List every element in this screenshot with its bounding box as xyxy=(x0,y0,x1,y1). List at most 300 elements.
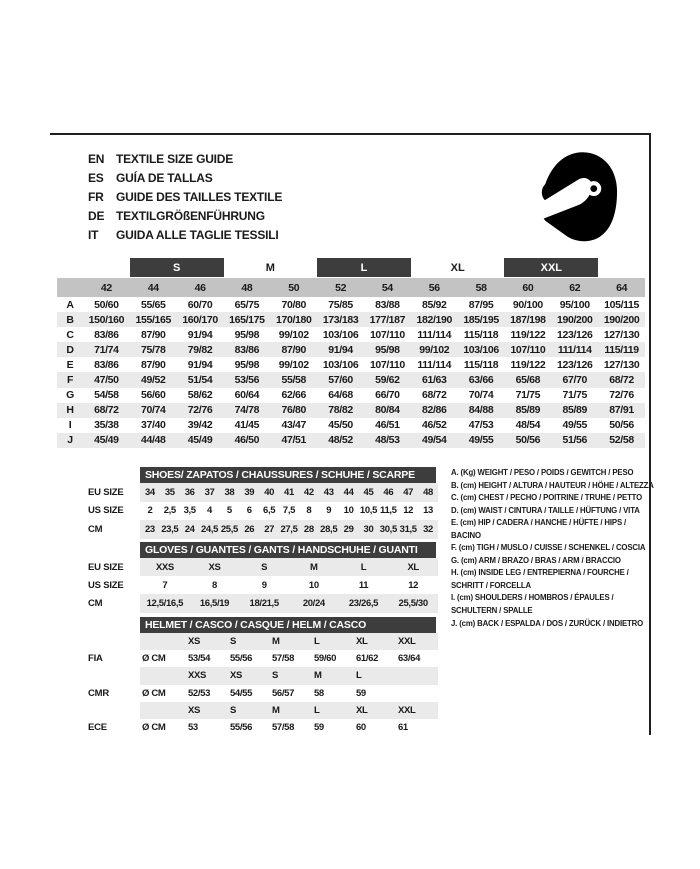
language-row xyxy=(88,187,282,206)
measure-cell: 53/56 xyxy=(234,374,260,387)
measure-cell: 55/58 xyxy=(281,374,306,387)
measure-cell: 127/130 xyxy=(603,328,640,341)
measure-cell: 46/50 xyxy=(234,434,260,447)
measure-row xyxy=(57,403,645,418)
measure-cell: 99/102 xyxy=(419,343,450,356)
measure-cell: 107/110 xyxy=(369,358,405,371)
size-column-header: 50 xyxy=(288,281,300,294)
measure-cell: 103/106 xyxy=(322,328,359,341)
value-cell: XL xyxy=(407,561,419,573)
value-cell: 25,5/30 xyxy=(398,597,428,609)
measure-cell: 119/122 xyxy=(510,358,546,371)
measure-cell: 70/74 xyxy=(468,389,494,402)
value-cell: 8 xyxy=(212,579,217,591)
guide-title: GUIDA ALLE TAGLIE TESSILI xyxy=(116,227,279,242)
measure-cell: 60/70 xyxy=(187,298,213,311)
measure-cell: 155/165 xyxy=(135,313,171,326)
legend-entry: B. (cm) HEIGHT / ALTURA / HAUTEUR / HÖHE / ALTEZZA xyxy=(451,480,654,490)
row-label xyxy=(88,702,140,719)
value-cell: 27 xyxy=(264,523,275,535)
measure-cell: 46/52 xyxy=(421,419,447,432)
measure-cell: 84/88 xyxy=(468,404,494,417)
legend-entry: A. (Kg) WEIGHT / PESO / POIDS / GEWITCH / PESO xyxy=(451,468,634,477)
measure-cell: 80/84 xyxy=(375,404,400,417)
value-cell: 3,5 xyxy=(183,505,196,517)
helmet-icon xyxy=(536,150,618,249)
language-code: IT xyxy=(88,227,99,242)
value-cell: 44 xyxy=(343,486,354,498)
language-title-block xyxy=(88,149,282,244)
value-cell: 52/53 xyxy=(188,687,211,699)
row-values xyxy=(140,576,438,594)
measure-cell: 85/92 xyxy=(421,298,447,311)
measure-letter: C xyxy=(66,328,74,341)
value-cell: S xyxy=(261,561,268,573)
value-cell: 60 xyxy=(356,722,366,734)
guide-title: GUIDE DES TAILLES TEXTILE xyxy=(116,189,283,204)
measure-cell: 54/58 xyxy=(94,389,119,402)
value-cell: 7,5 xyxy=(282,505,296,517)
measure-cell: 51/54 xyxy=(187,374,213,387)
measure-cell: 71/75 xyxy=(562,389,587,402)
value-cell: 59 xyxy=(356,687,366,699)
value-cell: 23/26,5 xyxy=(348,597,379,609)
size-label-cell: L xyxy=(314,636,320,648)
row-label: US SIZE xyxy=(88,505,124,517)
measure-cell: 50/56 xyxy=(515,434,541,447)
measure-cell: 65/75 xyxy=(234,298,260,311)
size-column-header: 54 xyxy=(381,281,393,294)
measure-cell: 87/90 xyxy=(140,328,166,341)
value-cell: 42 xyxy=(303,486,314,498)
table-title: HELMET / CASCO / CASQUE / HELM / CASCO xyxy=(140,617,436,633)
row-values xyxy=(140,685,438,702)
measure-letter: D xyxy=(66,343,74,356)
measure-cell: 103/106 xyxy=(322,358,359,371)
size-column-header: 64 xyxy=(616,281,628,294)
helmet-size-row xyxy=(88,702,438,719)
measure-cell: 115/119 xyxy=(604,343,639,356)
value-cell: 37 xyxy=(204,486,215,498)
measure-cell: 55/65 xyxy=(140,298,166,311)
size-label-cell: XXL xyxy=(398,636,416,648)
spacer-cell xyxy=(140,633,186,650)
size-column-header: 44 xyxy=(147,281,159,294)
value-cell: 6,5 xyxy=(263,505,276,517)
measure-cell: 47/51 xyxy=(281,434,306,447)
measure-row xyxy=(57,418,645,433)
corner-cell xyxy=(57,278,83,297)
value-cell: 63/64 xyxy=(398,653,421,665)
measure-cell: 91/94 xyxy=(328,343,353,356)
size-label-cell: L xyxy=(314,704,320,716)
measure-cell: 87/90 xyxy=(140,358,166,371)
value-cell: 12 xyxy=(408,579,419,591)
measure-cell: 95/100 xyxy=(559,298,590,311)
measure-cell: 45/49 xyxy=(187,434,213,447)
table-title: GLOVES / GUANTES / GANTS / HANDSCHUHE / GUANTI xyxy=(140,542,436,558)
measure-cell: 49/55 xyxy=(468,434,494,447)
value-cell: 53 xyxy=(188,722,198,734)
measure-cell: 68/72 xyxy=(609,374,634,387)
size-group-row xyxy=(57,257,645,278)
measure-cell: 83/86 xyxy=(94,328,119,341)
measure-cell: 87/95 xyxy=(468,298,494,311)
measure-cell: 44/48 xyxy=(140,434,166,447)
measure-letter: F xyxy=(66,374,74,387)
legend-entry: H. (cm) INSIDE LEG / ENTREPIERNA / FOURCHE / SCHRITT / FORCELLA xyxy=(451,568,629,590)
size-label-cell: S xyxy=(230,636,236,648)
legend-entry: G. (cm) ARM / BRAZO / BRAS / ARM / BRACCIO xyxy=(451,555,621,565)
value-cell: 58 xyxy=(314,687,324,699)
size-column-header: 58 xyxy=(475,281,487,294)
measure-cell: 51/56 xyxy=(562,434,587,447)
measure-cell: 165/175 xyxy=(229,313,265,326)
measure-letter: H xyxy=(66,404,74,417)
value-cell: 35 xyxy=(164,486,175,498)
value-cell: 41 xyxy=(284,486,294,498)
measure-letter: I xyxy=(68,419,72,432)
measure-letter: J xyxy=(67,434,73,447)
size-label-cell: XL xyxy=(356,704,368,716)
measure-cell: 35/38 xyxy=(94,419,119,432)
measure-cell: 45/49 xyxy=(94,434,119,447)
legend-entry: I. (cm) SHOULDERS / HOMBROS / ÉPAULES / SCHULTERN / SPALLE xyxy=(451,593,614,616)
value-cell: 48 xyxy=(423,486,433,498)
measure-cell: 91/94 xyxy=(187,358,213,371)
measure-letter: A xyxy=(66,298,74,311)
value-cell: 10 xyxy=(343,505,354,517)
language-row xyxy=(88,168,282,187)
measure-cell: 50/60 xyxy=(94,298,119,311)
value-cell: 54/55 xyxy=(230,687,253,699)
value-cell: 27,5 xyxy=(280,523,298,535)
value-cell: 28,5 xyxy=(320,523,338,535)
measure-cell: 63/66 xyxy=(468,374,494,387)
measure-letter: G xyxy=(66,389,74,402)
diameter-prefix: Ø CM xyxy=(142,687,166,699)
measure-cell: 190/200 xyxy=(556,313,593,326)
value-cell xyxy=(396,685,438,702)
value-cell: 11,5 xyxy=(380,505,397,517)
measure-cell: 111/114 xyxy=(417,328,452,341)
spacer-cell xyxy=(140,667,186,684)
measure-cell: 111/114 xyxy=(417,358,452,371)
value-cell: 6 xyxy=(246,505,252,517)
value-cell: XS xyxy=(208,561,221,573)
value-cell: 59 xyxy=(314,722,324,734)
measure-cell: 182/190 xyxy=(416,313,452,326)
value-cell: 39 xyxy=(244,486,255,498)
row-values xyxy=(140,719,438,736)
measure-cell: 91/94 xyxy=(187,328,213,341)
row-label: EU SIZE xyxy=(88,561,124,573)
value-cell: 20/24 xyxy=(302,597,325,609)
measure-cell: 177/187 xyxy=(369,313,406,326)
measure-cell: 115/118 xyxy=(463,328,499,341)
diameter-prefix: Ø CM xyxy=(142,722,166,734)
value-cell: 34 xyxy=(144,486,155,498)
measure-cell: 49/55 xyxy=(562,419,587,432)
value-cell: XXS xyxy=(155,561,174,573)
measure-cell: 74/78 xyxy=(234,404,260,417)
measure-cell: 64/68 xyxy=(328,389,353,402)
value-cell: 30 xyxy=(363,523,374,535)
value-cell: 55/56 xyxy=(230,722,253,734)
measure-cell: 123/126 xyxy=(556,328,593,341)
value-cell: 53/54 xyxy=(188,653,211,665)
value-cell: M xyxy=(310,561,318,573)
language-code: FR xyxy=(88,189,104,204)
guide-title: TEXTILGRÖßENFÜHRUNG xyxy=(116,208,265,223)
value-cell: 45 xyxy=(363,486,374,498)
value-cell: 59/60 xyxy=(314,653,337,665)
measure-cell: 70/80 xyxy=(281,298,306,311)
size-group-label: L xyxy=(317,258,411,277)
language-row xyxy=(88,206,282,225)
measure-cell: 47/50 xyxy=(94,374,119,387)
size-group-label: M xyxy=(265,261,275,274)
row-label: CM xyxy=(88,597,103,609)
value-cell: 18/21,5 xyxy=(249,597,279,609)
value-cell: 25,5 xyxy=(220,523,238,535)
measure-cell: 127/130 xyxy=(603,358,640,371)
size-group-label: XXL xyxy=(504,258,598,277)
measure-cell: 56/60 xyxy=(140,389,166,402)
size-label-cell: XS xyxy=(188,704,200,716)
value-cell: 55/56 xyxy=(230,653,253,665)
measure-cell: 68/72 xyxy=(421,389,447,402)
standard-label: ECE xyxy=(88,722,107,734)
value-cell: 23 xyxy=(144,523,155,535)
spacer-cell xyxy=(140,702,186,719)
table-row xyxy=(88,502,438,521)
size-label-cell: M xyxy=(272,636,280,648)
standard-label: CMR xyxy=(88,687,110,699)
measure-row xyxy=(57,433,645,448)
measure-cell: 79/82 xyxy=(187,343,213,356)
measure-cell: 52/58 xyxy=(609,434,634,447)
row-label: US SIZE xyxy=(88,579,124,591)
value-cell: 11 xyxy=(358,579,369,591)
measure-cell: 82/86 xyxy=(421,404,447,417)
size-label-cell: XS xyxy=(188,636,200,648)
measure-cell: 160/170 xyxy=(182,313,218,326)
size-group-label: S xyxy=(130,258,224,277)
size-column-header: 56 xyxy=(428,281,440,294)
row-values xyxy=(140,558,438,576)
table-row xyxy=(88,520,438,539)
value-cell: 8 xyxy=(306,505,312,517)
size-column-header: 42 xyxy=(100,281,112,294)
measure-cell: 48/52 xyxy=(328,434,353,447)
legend-entry: F. (cm) TIGH / MUSLO / CUISSE / SCHENKEL / COSCIA xyxy=(451,543,646,553)
value-cell: 30,5 xyxy=(379,523,397,535)
measure-cell: 85/89 xyxy=(562,404,587,417)
legend-entry: C. (cm) CHEST / PECHO / POITRINE / TRUHE / PETTO xyxy=(451,493,643,503)
measure-cell: 187/198 xyxy=(510,313,546,326)
measure-cell: 83/88 xyxy=(375,298,400,311)
measure-cell: 71/75 xyxy=(515,389,541,402)
measure-row xyxy=(57,357,645,372)
measure-row xyxy=(57,388,645,403)
measure-cell: 62/66 xyxy=(281,389,306,402)
row-values xyxy=(140,483,438,502)
value-cell: L xyxy=(360,561,367,573)
size-label-cell: M xyxy=(314,670,322,682)
row-values xyxy=(140,650,438,667)
measure-cell: 58/62 xyxy=(187,389,213,402)
value-cell: 9 xyxy=(326,505,332,517)
value-cell: 43 xyxy=(323,486,334,498)
measure-cell: 76/80 xyxy=(281,404,306,417)
language-row xyxy=(88,225,282,244)
row-label xyxy=(88,667,140,684)
table-row xyxy=(88,483,438,502)
size-label-cell: L xyxy=(356,670,362,682)
measure-cell: 87/90 xyxy=(281,343,306,356)
measure-cell: 57/60 xyxy=(328,374,353,387)
value-cell: 2,5 xyxy=(163,505,176,517)
value-cell: 12 xyxy=(403,505,414,517)
helmet-size-row xyxy=(88,667,438,684)
main-size-table xyxy=(57,257,645,448)
helmet-value-row xyxy=(88,650,438,667)
size-label-cell xyxy=(396,667,438,684)
value-cell: 12,5/16,5 xyxy=(146,597,184,609)
legend-entry: D. (cm) WAIST / CINTURA / TAILLE / HÜFTUNG / VITA xyxy=(451,505,640,515)
measure-cell: 99/102 xyxy=(278,328,309,341)
value-cell: 24 xyxy=(184,523,195,535)
guide-title: TEXTILE SIZE GUIDE xyxy=(116,151,234,166)
value-cell: 9 xyxy=(261,579,267,591)
measure-cell: 105/115 xyxy=(604,298,640,311)
size-column-header: 46 xyxy=(194,281,206,294)
gloves-size-table xyxy=(88,542,438,613)
measure-letter: B xyxy=(66,313,74,326)
table-row xyxy=(88,576,438,594)
measure-cell: 46/51 xyxy=(375,419,400,432)
measure-cell: 115/118 xyxy=(463,358,499,371)
shoes-size-table xyxy=(88,467,438,539)
value-cell: 24,5 xyxy=(200,523,219,535)
measure-cell: 95/98 xyxy=(234,328,260,341)
size-column-header: 60 xyxy=(522,281,534,294)
size-label-cell: XS xyxy=(230,670,242,682)
table-row xyxy=(88,594,438,612)
value-cell: 5 xyxy=(226,505,232,517)
measure-cell: 39/42 xyxy=(187,419,213,432)
measure-cell: 111/114 xyxy=(557,343,592,356)
measure-cell: 67/70 xyxy=(562,374,587,387)
measure-row xyxy=(57,297,645,312)
size-label-cell: S xyxy=(230,704,236,716)
measure-cell: 103/106 xyxy=(463,343,499,356)
measurement-legend xyxy=(451,467,656,630)
measure-cell: 83/86 xyxy=(234,343,260,356)
table-title: SHOES/ ZAPATOS / CHAUSSURES / SCHUHE / SCARPE xyxy=(140,467,436,483)
value-cell: 57/58 xyxy=(272,722,295,734)
row-values xyxy=(140,633,438,650)
measure-cell: 65/68 xyxy=(515,374,541,387)
measure-cell: 72/76 xyxy=(609,389,634,402)
helmet-value-row xyxy=(88,685,438,702)
measure-cell: 170/180 xyxy=(275,313,312,326)
helmet-value-row xyxy=(88,719,438,736)
spacer xyxy=(57,257,130,278)
size-label-cell: S xyxy=(272,670,278,682)
measure-row xyxy=(57,312,645,327)
table-row xyxy=(88,558,438,576)
measure-cell: 85/89 xyxy=(515,404,541,417)
legend-entry: J. (cm) BACK / ESPALDA / DOS / ZURÜCK / INDIETRO xyxy=(451,618,644,628)
legend-entry: E. (cm) HIP / CADERA / HANCHE / HÜFTE / HIPS / BACINO xyxy=(451,518,627,540)
measure-cell: 66/70 xyxy=(375,389,400,402)
measure-cell: 71/74 xyxy=(94,343,119,356)
measure-cell: 90/100 xyxy=(512,298,543,311)
measure-cell: 59/62 xyxy=(375,374,400,387)
value-cell: 61 xyxy=(398,722,408,734)
size-label-cell: XXS xyxy=(188,670,206,682)
size-column-header: 62 xyxy=(569,281,581,294)
measure-cell: 49/52 xyxy=(140,374,166,387)
measure-cell: 45/50 xyxy=(328,419,353,432)
measure-cell: 50/56 xyxy=(609,419,634,432)
size-group-label: XL xyxy=(450,261,465,274)
measure-cell: 87/91 xyxy=(609,404,634,417)
row-values xyxy=(140,702,438,719)
language-code: ES xyxy=(88,170,104,185)
measure-cell: 70/74 xyxy=(140,404,166,417)
value-cell: 23,5 xyxy=(161,523,179,535)
guide-title: GUÍA DE TALLAS xyxy=(116,170,213,185)
size-label-cell: XL xyxy=(356,636,368,648)
row-values xyxy=(140,667,438,684)
value-cell: 56/57 xyxy=(272,687,295,699)
size-label-cell: M xyxy=(272,704,280,716)
row-values xyxy=(140,520,438,539)
size-column-header: 48 xyxy=(241,281,253,294)
value-cell: 10,5 xyxy=(359,505,377,517)
measure-letter: E xyxy=(66,358,74,371)
row-label: CM xyxy=(88,523,103,535)
measure-cell: 49/54 xyxy=(421,434,447,447)
measure-cell: 41/45 xyxy=(234,419,260,432)
measure-row xyxy=(57,327,645,342)
measure-cell: 43/47 xyxy=(281,419,306,432)
value-cell: 7 xyxy=(162,579,168,591)
measure-cell: 99/102 xyxy=(278,358,309,371)
measure-cell: 61/63 xyxy=(421,374,447,387)
measure-cell: 107/110 xyxy=(510,343,546,356)
measure-cell: 150/160 xyxy=(88,313,125,326)
measure-cell: 48/53 xyxy=(375,434,400,447)
value-cell: 57/58 xyxy=(272,653,295,665)
language-code: DE xyxy=(88,208,105,223)
value-cell: 16,5/19 xyxy=(199,597,230,609)
size-number-row xyxy=(57,278,645,297)
language-row xyxy=(88,149,282,168)
measure-cell: 48/54 xyxy=(515,419,541,432)
row-label: EU SIZE xyxy=(88,486,124,498)
measure-cell: 72/76 xyxy=(187,404,213,417)
value-cell: 10 xyxy=(308,579,319,591)
value-cell: 32 xyxy=(423,523,433,535)
measure-cell: 78/82 xyxy=(328,404,353,417)
measure-cell: 173/183 xyxy=(322,313,359,326)
measure-cell: 107/110 xyxy=(369,328,405,341)
measure-cell: 68/72 xyxy=(94,404,119,417)
